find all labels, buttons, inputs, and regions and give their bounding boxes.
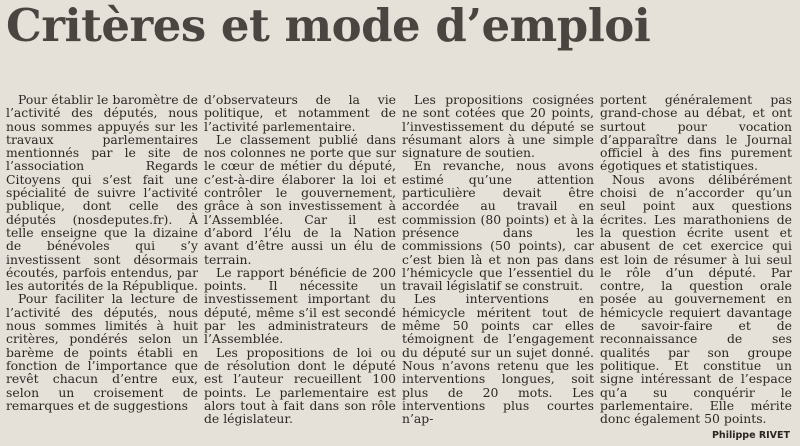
column-4 xyxy=(600,93,792,445)
paragraph: En revanche, nous avons estimé qu’une attention particulière devait être accordée au travail en commission (80 points) et à la présence dans les commissions (50 points), car c’est bien là et non pas dans l’hémicycle que l’essentiel du travail législatif se construit. xyxy=(402,158,594,294)
author-byline: Philippe RIVET xyxy=(708,430,790,442)
column-1 xyxy=(6,93,198,445)
paragraph: Nous avons délibérément choisi de n’accorder qu’un seul point aux questions écrites. Les marathoniens de la question écrite usent et abusent de cet exercice qui est loin de résumer à lui seul le rôle d’un député. Par contre, la question orale posée au gouvernement en hémicycle requiert davantage de savoir-faire et de reconnaissance de ses qualités par son groupe politique. Et constitue un signe intéressant de l’espace qu’a su conquérir le parlementaire. Elle mérite donc également 50 points. xyxy=(600,171,792,427)
article-body xyxy=(6,93,794,445)
column-2 xyxy=(204,93,396,445)
paragraph: Les interventions en hémicycle méritent tout de même 50 points car elles témoignent de l’engagement du député sur un sujet donné. Nous n’avons retenu que les interventions longues, soit plus de 20 mots. Les interventions plus courtes n’ap- xyxy=(402,291,594,427)
headline: Critères et mode d’emploi xyxy=(6,0,651,52)
paragraph: portent généralement pas grand-chose au débat, et ont surtout pour vocation d’apparaître dans le Journal officiel à des fins purement égotiques et statistiques. xyxy=(600,93,792,174)
paragraph: Les propositions cosignées ne sont cotées que 20 points, l’investissement du député se résumant alors à une simple signature de soutien. xyxy=(402,93,594,161)
paragraph: Le classement publié dans nos colonnes ne porte que sur le cœur de métier du député, c’est-à-dire élaborer la loi et contrôler le gouvernement, grâce à son investissement à l’Assemblée. Car il est d’abord l’élu de la Nation avant d’être aussi un élu de terrain. xyxy=(204,131,396,267)
paragraph: Le rapport bénéficie de 200 points. Il nécessite un investissement important du député, même s’il est secondé par les administrateurs de l’Assemblée. xyxy=(204,264,396,347)
paragraph: Pour établir le baromètre de l’activité des députés, nous nous sommes appuyés sur les travaux parlementaires mentionnés par le site de l’association Regards Citoyens qui s’est fait une spécialité de suivre l’activité publique, dont celle des députés (nosdeputes.fr). À telle enseigne que la dizaine de bénévoles qui s’y investissent sont désormais écoutés, parfois entendus, par les autorités de la République. xyxy=(6,93,198,294)
paragraph: Les propositions de loi ou de résolution dont le député est l’auteur recueillent 100 points. Le parlementaire est alors tout à fait dans son rôle de législateur. xyxy=(204,344,396,427)
paragraph: Pour faciliter la lecture de l’activité des députés, nous nous sommes limités à huit critères, pondérés selon un barème de points établi en fonction de l’importance que revêt chacun d’entre eux, selon un croisement de remarques et de suggestions xyxy=(6,291,198,413)
column-3 xyxy=(402,93,594,445)
paragraph: d’observateurs de la vie politique, et notamment de l’activité parlementaire. xyxy=(204,93,396,134)
